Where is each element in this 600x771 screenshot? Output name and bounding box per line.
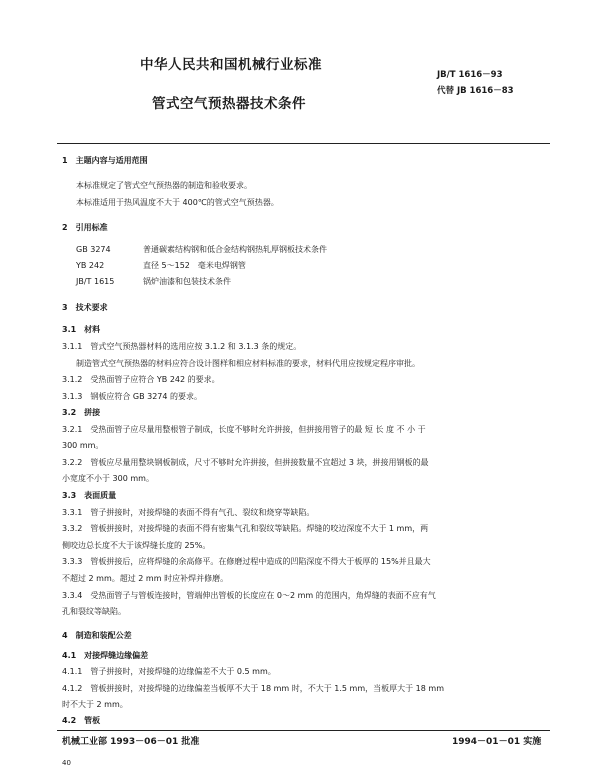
ref-code: GB 3274: [76, 245, 111, 254]
clause-3-3-4-line-1: 3.3.4 受热面管子与管板连接时，管端伸出管板的长度应在 0～2 mm 的范围内，角焊缝的表面不应有气: [62, 591, 436, 600]
ref-code: JB/T 1615: [76, 277, 115, 286]
clause-3-3-3-line-1: 3.3.3 管板拼接后，应将焊缝的余高修平。在修磨过程中造成的凹陷深度不得大于板厚的 15%并且最大: [62, 557, 431, 566]
document-title: 管式空气预热器技术条件: [152, 96, 306, 112]
clause-3-3-2-line-2: 侧咬边总长度不大于该焊缝长度的 25%。: [62, 541, 211, 550]
clause-4-1-heading: 4.1 对接焊缝边缘偏差: [62, 651, 149, 660]
section-1-paragraph-2: 本标准适用于热风温度不大于 400℃的管式空气预热器。: [76, 198, 279, 207]
implementation-date: 1994－01－01 实施: [452, 737, 542, 747]
clause-3-3-1: 3.3.1 管子拼接时，对接焊缝的表面不得有气孔、裂纹和烧穿等缺陷。: [62, 508, 315, 517]
section-3-heading: 3 技术要求: [62, 303, 108, 312]
clause-3-3-2-line-1: 3.3.2 管板拼接时，对接焊缝的表面不得有密集气孔和裂纹等缺陷。焊缝的咬边深度不大于 1 mm，两: [62, 524, 429, 533]
clause-4-1-2-line-1: 4.1.2 管板拼接时，对接焊缝的边缘偏差当板厚不大于 18 mm 时，不大于 1.5 mm，当板厚大于 18 mm: [62, 684, 444, 693]
clause-3-1-1: 3.1.1 管式空气预热器材料的选用应按 3.1.2 和 3.1.3 条的规定。: [62, 342, 302, 351]
clause-3-2-1-line-1: 3.2.1 受热面管子应尽量用整根管子制成，长度不够时允许拼接，但拼接用管子的最 短 长 度 不 小 于: [62, 425, 426, 434]
clause-3-2-2-line-2: 小宽度不小于 300 mm。: [62, 474, 154, 483]
issuing-authority: 中华人民共和国机械行业标准: [140, 57, 322, 73]
clause-3-3-4-line-2: 孔和裂纹等缺陷。: [62, 607, 126, 616]
section-2-heading: 2 引用标准: [62, 223, 108, 232]
ref-title: 锅炉油漆和包装技术条件: [143, 277, 231, 286]
clause-3-3-3-line-2: 不超过 2 mm。超过 2 mm 时应补焊并修磨。: [62, 574, 229, 583]
ref-title: 直径 5～152 毫米电焊钢管: [143, 261, 246, 270]
clause-3-1-3: 3.1.3 钢板应符合 GB 3274 的要求。: [62, 392, 203, 401]
replaced-standard: 代替 JB 1616－83: [437, 86, 514, 96]
section-4-heading: 4 制造和装配公差: [62, 631, 132, 640]
clause-3-1-2: 3.1.2 受热面管子应符合 YB 242 的要求。: [62, 375, 220, 384]
clause-4-2-heading: 4.2 管板: [62, 716, 101, 725]
header-rule: [57, 143, 550, 144]
clause-3-1-heading: 3.1 材料: [62, 325, 101, 334]
section-1-paragraph-1: 本标准规定了管式空气预热器的制造和验收要求。: [76, 181, 252, 190]
clause-3-2-heading: 3.2 拼接: [62, 408, 101, 417]
standard-code: JB/T 1616－93: [437, 70, 503, 80]
clause-4-1-1: 4.1.1 管子拼接时，对接焊缝的边缘偏差不大于 0.5 mm。: [62, 667, 276, 676]
clause-3-1-1-continued: 制造管式空气预热器的材料应符合设计图样和相应材料标准的要求，材料代用应按规定程序审批。: [76, 359, 420, 368]
clause-3-3-heading: 3.3 表面质量: [62, 491, 117, 500]
clause-3-2-2-line-1: 3.2.2 管板应尽量用整块钢板制成，尺寸不够时允许拼接，但拼接数量不宜超过 3 块，拼接用钢板的最: [62, 458, 429, 467]
ref-title: 普通碳素结构钢和低合金结构钢热轧厚钢板技术条件: [143, 245, 327, 254]
ref-code: YB 242: [76, 261, 105, 270]
clause-3-2-1-line-2: 300 mm。: [62, 441, 104, 450]
clause-4-1-2-line-2: 时不大于 2 mm。: [62, 700, 128, 709]
section-1-heading: 1 主题内容与适用范围: [62, 156, 148, 165]
footer-rule: [57, 730, 550, 731]
approval-date: 机械工业部 1993－06－01 批准: [62, 737, 200, 747]
page-number: 40: [62, 759, 71, 767]
